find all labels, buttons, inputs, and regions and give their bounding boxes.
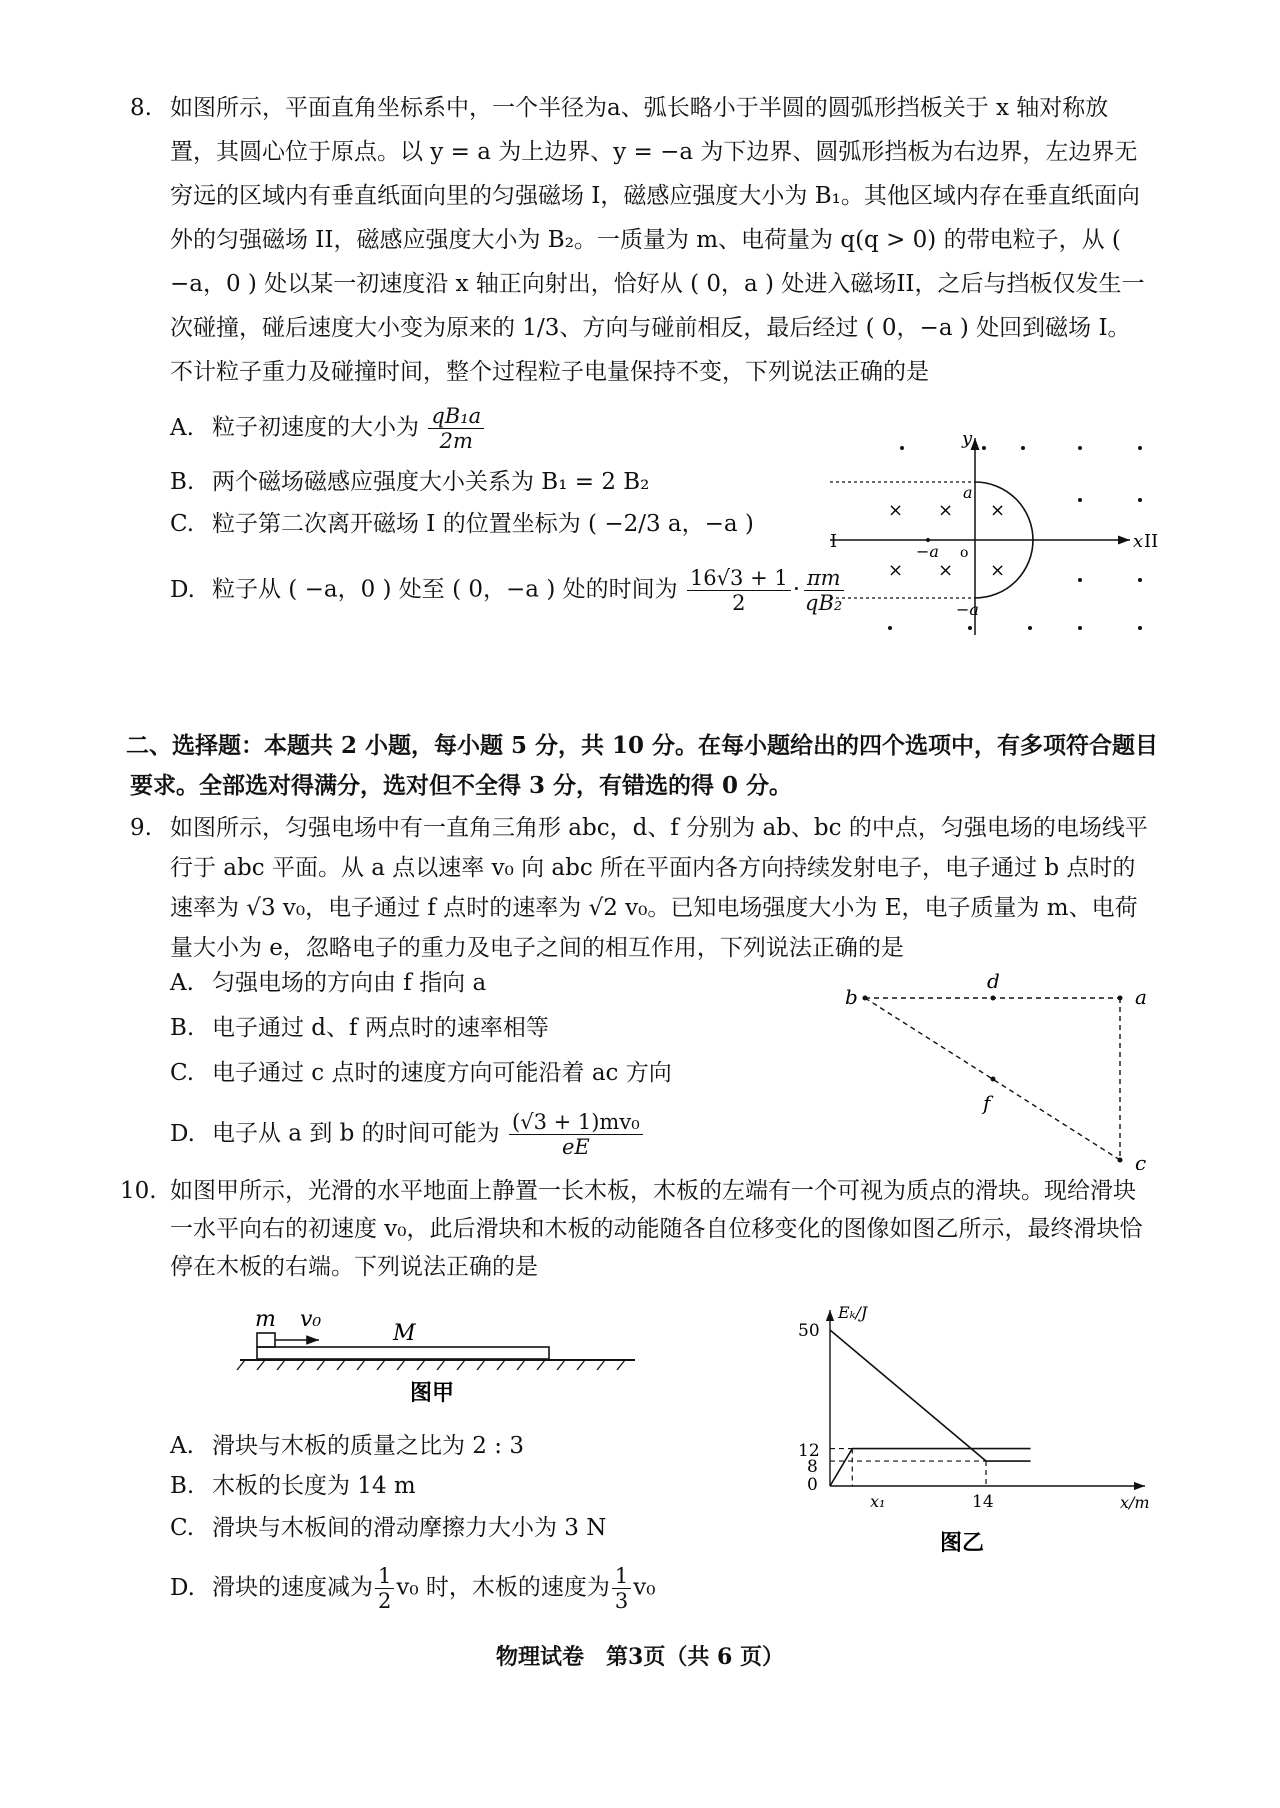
caption-yi: 图乙 [940, 1530, 985, 1556]
option-label: D. [170, 576, 195, 603]
option-text: 电子通过 c 点时的速度方向可能沿着 ac 方向 [212, 1060, 672, 1086]
midpoint-f: f [983, 1091, 991, 1115]
option-c[interactable] [170, 506, 754, 542]
svg-text:×: × [990, 500, 1006, 521]
option-text: 电子从 a 到 b 的时间可能为 [212, 1120, 500, 1147]
coordinate-expr: ( −2/3 a，−a ) [588, 511, 754, 537]
vertex-a: a [1135, 985, 1147, 1009]
x-axis-label: x/m [1120, 1493, 1150, 1512]
ground-hatch [237, 1360, 625, 1370]
option-text: 木板的长度为 14 m [212, 1473, 416, 1499]
slider-block [257, 1333, 275, 1347]
option-text: 粒子从 ( −a，0 ) 处至 ( 0，−a ) 处的时间为 [212, 576, 678, 603]
fraction: $\frac{\text{qB₁a}}{2m}$ [428, 404, 484, 453]
figure-jia [235, 1300, 655, 1440]
option-text: 电子通过 d、f 两点时的速率相等 [212, 1015, 549, 1041]
y-tick-50: 50 [798, 1321, 820, 1341]
series-line-slider [830, 1330, 1031, 1461]
option-b[interactable] [170, 1468, 416, 1504]
option-label: C. [170, 1515, 195, 1541]
magnetic-field-figure [830, 430, 1160, 645]
vertex-c: c [1135, 1151, 1147, 1170]
fraction: $\frac{\text{(√3 + 1)mv₀}}{eE}$ [509, 1110, 643, 1159]
option-text: 滑块与木板间的滑动摩擦力大小为 3 N [212, 1515, 607, 1541]
option-c[interactable] [170, 1055, 672, 1091]
midpoint-d: d [987, 969, 1000, 993]
option-text: 两个磁场磁感应强度大小关系为 B₁ = 2 B₂ [212, 469, 650, 495]
option-text-tail: v₀ [633, 1574, 656, 1601]
option-b[interactable] [170, 1010, 549, 1046]
svg-text:×: × [888, 560, 904, 581]
option-text: 滑块的速度减为 [212, 1574, 373, 1601]
option-text: 粒子第二次离开磁场 I 的位置坐标为 [212, 511, 581, 537]
region-label-2: II [1144, 531, 1159, 552]
svg-text:×: × [938, 500, 954, 521]
option-label: B. [170, 1473, 195, 1499]
svg-text:×: × [938, 560, 954, 581]
label-M: M [393, 1321, 416, 1346]
label-neg-a-y: −a [956, 600, 979, 619]
y-tick-8: 8 [807, 1457, 818, 1477]
question-number: 9. [130, 815, 152, 841]
question-8 [130, 86, 1150, 394]
svg-text:×: × [888, 500, 904, 521]
option-label: D. [170, 1120, 195, 1147]
option-text: 滑块与木板的质量之比为 2 : 3 [212, 1433, 524, 1459]
option-a[interactable] [170, 404, 486, 453]
option-text: 匀强电场的方向由 f 指向 a [212, 970, 487, 996]
option-d[interactable] [170, 1110, 645, 1159]
triangle-figure [835, 960, 1165, 1170]
board [257, 1347, 549, 1359]
option-label: A. [170, 1433, 194, 1459]
option-a[interactable] [170, 1428, 524, 1464]
y-label: y [962, 430, 973, 449]
question-stem: 如图甲所示，光滑的水平地面上静置一长木板，木板的左端有一个可视为质点的滑块。现给滑块一水平向右的初速度 v₀，此后滑块和木板的动能随各自位移变化的图像如图乙所示，最终滑块恰停在木板的右端。下列说法正确的是 [170, 1178, 1143, 1280]
x-tick-x1: x₁ [870, 1492, 886, 1511]
option-label: A. [170, 970, 194, 996]
label-neg-a: −a [916, 542, 939, 561]
option-label: A. [170, 414, 194, 441]
option-label: B. [170, 469, 195, 495]
option-text-mid: v₀ 时，木板的速度为 [396, 1574, 610, 1601]
option-a[interactable] [170, 965, 486, 1001]
label-v0: v₀ [300, 1307, 322, 1332]
y-axis-label: Eₖ/J [838, 1303, 868, 1322]
question-number: 8. [130, 95, 152, 121]
origin-label: o [960, 545, 969, 561]
region-label-1: I [830, 531, 838, 552]
y-tick-12: 12 [798, 1441, 820, 1461]
figure-yi-chart [790, 1300, 1170, 1580]
label-a: a [963, 483, 973, 502]
y-tick-0: 0 [807, 1475, 818, 1495]
option-b[interactable] [170, 464, 649, 500]
question-stem: 如图所示，匀强电场中有一直角三角形 abc，d、f 分别为 ab、bc 的中点，匀强电场的电场线平行于 abc 平面。从 a 点以速率 v₀ 向 abc 所在平面内各方向持续发射电子，电子通过 b 点时的速率为 √3 v₀，电子通过 f 点时的速率为 √2 v₀。已知电场强度大小为 E，电子质量为 m、电荷量大小为 e，忽略电子的重力及电子之间的相互作用，下列说法正确的是 [170, 815, 1148, 961]
option-label: C. [170, 1060, 195, 1086]
option-label: C. [170, 511, 195, 537]
option-d[interactable] [170, 1564, 656, 1613]
question-10 [120, 1172, 1150, 1286]
label-m: m [255, 1307, 276, 1332]
question-number: 10. [120, 1178, 157, 1204]
field-dots [888, 446, 1142, 630]
option-c[interactable] [170, 1510, 606, 1546]
fraction: $\frac{1}{3}$ [612, 1564, 631, 1613]
option-d[interactable]: D. 粒子从 ( −a，0 ) 处至 ( 0，−a ) 处的时间为 $\frac{16√3 + 1}{2}$ · $\frac{\pi m}{\text{qB₂}}$ [170, 566, 847, 615]
x-tick-14: 14 [972, 1492, 994, 1512]
x-label: x [1133, 531, 1144, 552]
option-text: 粒子初速度的大小为 [212, 414, 419, 441]
svg-text:×: × [990, 560, 1006, 581]
fraction: $\frac{16√3 + 1}{2}$ [687, 566, 791, 615]
vertex-b: b [845, 985, 858, 1009]
series-line-board [830, 1449, 1031, 1486]
question-9 [130, 808, 1150, 968]
question-stem: 如图所示，平面直角坐标系中，一个半径为a、弧长略小于半圆的圆弧形挡板关于 x 轴对称放置，其圆心位于原点。以 y = a 为上边界、y = −a 为下边界、圆弧形挡板为右边界，左边界无穷远的区域内有垂直纸面向里的匀强磁场 I，磁感应强度大小为 B₁。其他区域内存在垂直纸面向外的匀强磁场 II，磁感应强度大小为 B₂。一质量为 m、电荷量为 q(q > 0) 的带电粒子，从 ( −a，0 ) 处以某一初速度沿 x 轴正向射出，恰好从 ( 0，a ) 处进入磁场II，之后与挡板仅发生一次碰撞，碰后速度大小变为原来的 1/3、方向与碰前相反，最后经过 ( 0，−a ) 处回到磁场 I。不计粒子重力及碰撞时间，整个过程粒子电量保持不变，下列说法正确的是 [170, 95, 1145, 385]
section-2-heading: 二、选择题：本题共 2 小题，每小题 5 分，共 10 分。在每小题给出的四个选项中，有多项符合题目要求。全部选对得满分，选对但不全得 3 分，有错选的得 0 分。 [126, 732, 1159, 799]
option-label: B. [170, 1015, 195, 1041]
caption-jia: 图甲 [410, 1380, 455, 1406]
page-footer: 物理试卷 第3页（共 6 页） [496, 1644, 784, 1670]
fraction: $\frac{1}{2}$ [375, 1564, 394, 1613]
option-label: D. [170, 1574, 195, 1601]
fraction: $\frac{\pi m}{\text{qB₂}}$ [805, 566, 843, 616]
